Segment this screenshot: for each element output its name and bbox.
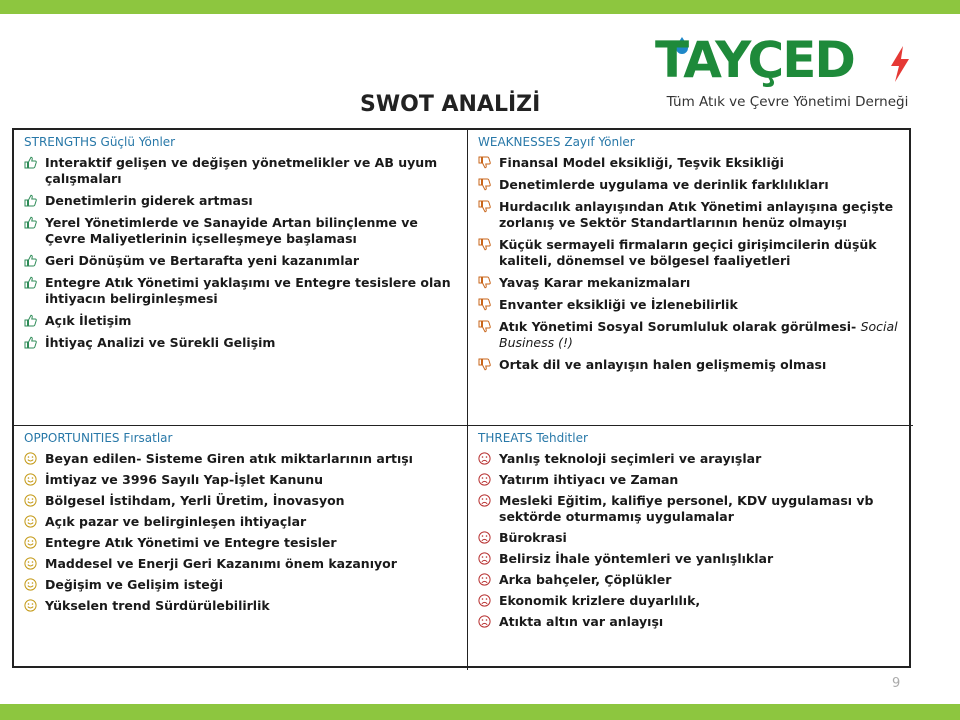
list-item: Değişim ve Gelişim isteği: [24, 577, 459, 593]
list-item: Ortak dil ve anlayışın halen gelişmemiş olması: [478, 357, 905, 373]
thumbs-down-icon: [478, 276, 495, 289]
list-item: Mesleki Eğitim, kalifiye personel, KDV uygulaması vb sektörde oturmamış uygulamalar: [478, 493, 905, 525]
strengths-header-tr: Güçlü Yönler: [100, 135, 176, 149]
list-item: Entegre Atık Yönetimi ve Entegre tesisler: [24, 535, 459, 551]
opportunities-header: [24, 431, 459, 445]
social-business-note: Social Business (!): [499, 319, 898, 350]
sad-face-icon: [478, 573, 495, 586]
list-item: Geri Dönüşüm ve Bertarafta yeni kazanımlar: [24, 253, 459, 269]
list-item: Envanter eksikliği ve İzlenebilirlik: [478, 297, 905, 313]
top-accent-bar: [0, 0, 960, 14]
list-item: Açık pazar ve belirginleşen ihtiyaçlar: [24, 514, 459, 530]
strengths-cell: [14, 130, 468, 426]
thumbs-down-icon: [478, 156, 495, 169]
bottom-accent-bar: [0, 704, 960, 720]
list-item: Yatırım ihtiyacı ve Zaman: [478, 472, 905, 488]
strengths-header-en: STRENGTHS: [24, 135, 97, 149]
list-item: Yavaş Karar mekanizmaları: [478, 275, 905, 291]
strengths-list: [24, 155, 459, 351]
thumbs-up-icon: [24, 314, 41, 327]
smiley-face-icon: [24, 536, 41, 549]
smiley-face-icon: [24, 578, 41, 591]
list-item: Entegre Atık Yönetimi yaklaşımı ve Entegre tesislere olan ihtiyacın belirginleşmesi: [24, 275, 459, 307]
sad-face-icon: [478, 494, 495, 507]
opportunities-header-en: OPPORTUNITIES: [24, 431, 120, 445]
thumbs-up-icon: [24, 336, 41, 349]
list-item: Belirsiz İhale yöntemleri ve yanlışlıklar: [478, 551, 905, 567]
weaknesses-cell: [468, 130, 913, 426]
thumbs-up-icon: [24, 276, 41, 289]
thumbs-down-icon: [478, 238, 495, 251]
page-number: 9: [892, 676, 901, 691]
list-item: Atık Yönetimi Sosyal Sorumluluk olarak görülmesi- Social Business (!): [478, 319, 905, 351]
opportunities-cell: [14, 426, 468, 670]
threats-header-en: THREATS: [478, 431, 533, 445]
list-item: Yerel Yönetimlerde ve Sanayide Artan bilinçlenme ve Çevre Maliyetlerinin içselleşmeye başlaması: [24, 215, 459, 247]
list-item: Küçük sermayeli firmaların geçici girişimcilerin düşük kaliteli, dönemsel ve bölgesel faaliyetleri: [478, 237, 905, 269]
threats-header-tr: Tehditler: [536, 431, 588, 445]
page-title: SWOT ANALİZİ: [360, 92, 541, 117]
lightning-bolt-icon: [887, 46, 913, 82]
logo-subtitle: Tüm Atık ve Çevre Yönetimi Derneği: [666, 94, 909, 110]
sad-face-icon: [478, 615, 495, 628]
sad-face-icon: [478, 552, 495, 565]
list-item: Finansal Model eksikliği, Teşvik Eksikliği: [478, 155, 905, 171]
thumbs-down-icon: [478, 298, 495, 311]
opportunities-header-tr: Fırsatlar: [123, 431, 173, 445]
thumbs-down-icon: [478, 178, 495, 191]
list-item: Bölgesel İstihdam, Yerli Üretim, İnovasyon: [24, 493, 459, 509]
list-item: Bürokrasi: [478, 530, 905, 546]
list-item: Denetimlerin giderek artması: [24, 193, 459, 209]
thumbs-up-icon: [24, 156, 41, 169]
threats-cell: [468, 426, 913, 670]
list-item: Hurdacılık anlayışından Atık Yönetimi anlayışına geçişte zorlanış ve Sektör Standartlarının henüz olmayışı: [478, 199, 905, 231]
weaknesses-header-en: WEAKNESSES: [478, 135, 561, 149]
threats-list: [478, 451, 905, 630]
list-item: Arka bahçeler, Çöplükler: [478, 572, 905, 588]
sad-face-icon: [478, 473, 495, 486]
opportunities-list: [24, 451, 459, 614]
list-item: Beyan edilen- Sisteme Giren atık miktarlarının artışı: [24, 451, 459, 467]
smiley-face-icon: [24, 515, 41, 528]
smiley-face-icon: [24, 494, 41, 507]
thumbs-down-icon: [478, 320, 495, 333]
sad-face-icon: [478, 594, 495, 607]
smiley-face-icon: [24, 473, 41, 486]
strengths-header: [24, 135, 459, 149]
list-item: Yükselen trend Sürdürülebilirlik: [24, 598, 459, 614]
tayced-logo: [655, 30, 920, 120]
thumbs-up-icon: [24, 254, 41, 267]
list-item: Yanlış teknoloji seçimleri ve arayışlar: [478, 451, 905, 467]
sad-face-icon: [478, 531, 495, 544]
smiley-face-icon: [24, 452, 41, 465]
list-item: Atıkta altın var anlayışı: [478, 614, 905, 630]
sad-face-icon: [478, 452, 495, 465]
thumbs-up-icon: [24, 194, 41, 207]
swot-table: [12, 128, 911, 668]
weaknesses-list: [478, 155, 905, 373]
thumbs-down-icon: [478, 358, 495, 371]
list-item: Ekonomik krizlere duyarlılık,: [478, 593, 905, 609]
list-item: Interaktif gelişen ve değişen yönetmelikler ve AB uyum çalışmaları: [24, 155, 459, 187]
list-item: Denetimlerde uygulama ve derinlik farklılıkları: [478, 177, 905, 193]
smiley-face-icon: [24, 599, 41, 612]
list-item: İmtiyaz ve 3996 Sayılı Yap-İşlet Kanunu: [24, 472, 459, 488]
list-item: Açık İletişim: [24, 313, 459, 329]
smiley-face-icon: [24, 557, 41, 570]
weaknesses-header: [478, 135, 905, 149]
thumbs-down-icon: [478, 200, 495, 213]
list-item: İhtiyaç Analizi ve Sürekli Gelişim: [24, 335, 459, 351]
weaknesses-header-tr: Zayıf Yönler: [564, 135, 635, 149]
logo-brand-text: TAYÇED: [655, 31, 854, 89]
thumbs-up-icon: [24, 216, 41, 229]
list-item: Maddesel ve Enerji Geri Kazanımı önem kazanıyor: [24, 556, 459, 572]
threats-header: [478, 431, 905, 445]
